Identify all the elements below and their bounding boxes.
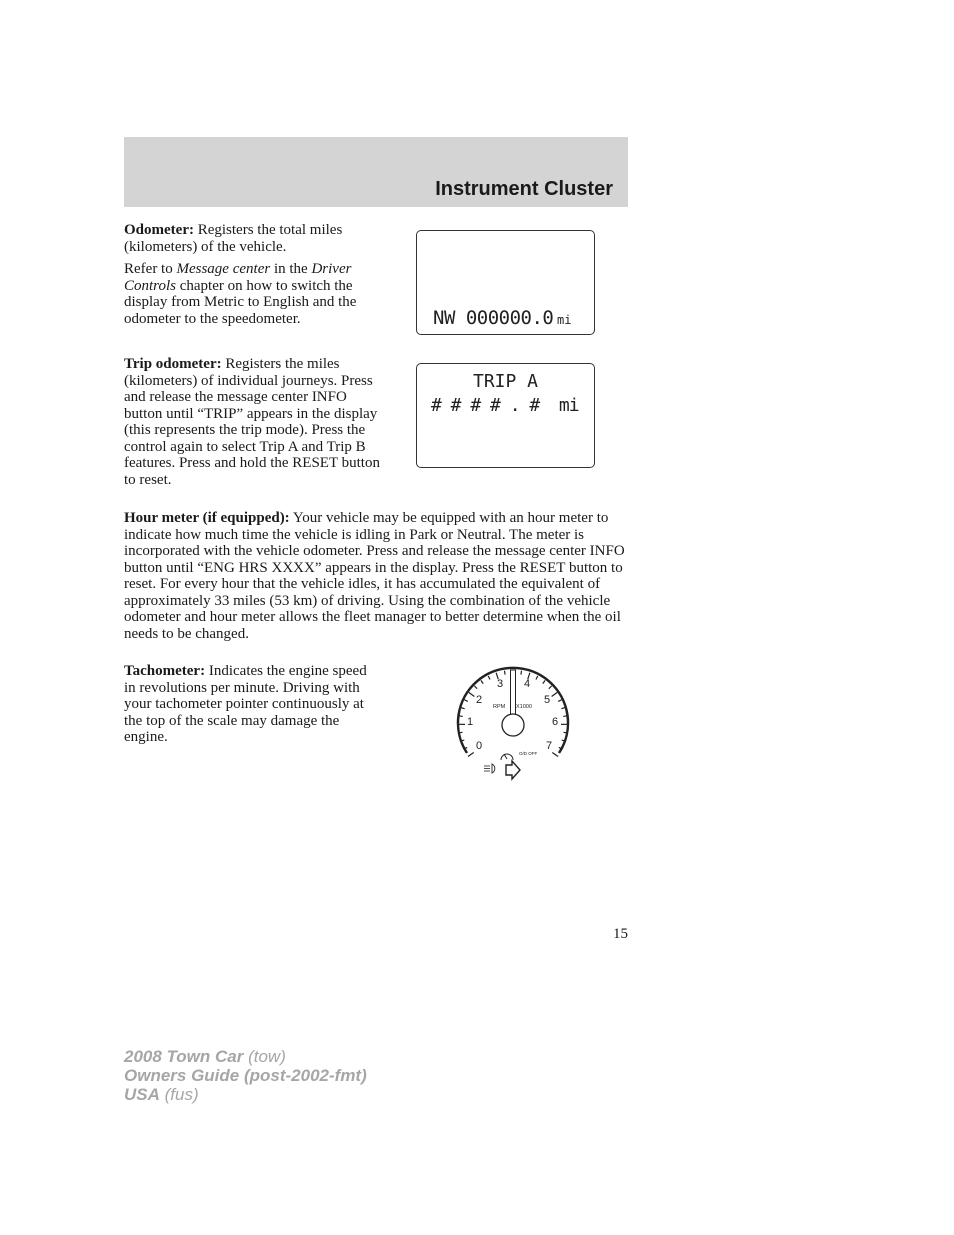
gauge-tick [464, 700, 468, 702]
odometer-display [416, 230, 595, 335]
driver-controls-ref: Driver Controls [124, 261, 352, 294]
trip-odometer-text: Registers the miles (kilometers) of individual journeys. Press and release the message center INFO button until “TRIP” appears in the display (this represents the trip mode). Press the control again to select Trip A and Trip B features. Press and hold the RESET button to reset. [124, 356, 380, 488]
footer-market: USA [124, 1085, 160, 1104]
footer-line-3 [124, 1085, 367, 1104]
gauge-number-6: 6 [552, 716, 559, 728]
odometer-text: Registers the total miles (kilometers) of the vehicle. [124, 222, 343, 255]
tachometer-paragraph [124, 663, 372, 746]
page-number: 15 [613, 926, 628, 942]
gauge-hub [502, 714, 524, 736]
gauge-number-7: 7 [546, 740, 553, 752]
document-footer [124, 1047, 367, 1104]
gauge-tick [469, 692, 475, 696]
trip-odometer-paragraph [124, 356, 386, 488]
gauge-number-0: 0 [476, 740, 483, 752]
tachometer-text: Indicates the engine speed in revolutions per minute. Driving with your tachometer pointer continuously at the top of the scale may damage the engine. [124, 663, 367, 745]
gauge-tick [563, 732, 567, 733]
refer-mid-text: in the [270, 261, 312, 277]
footer-line-2 [124, 1066, 367, 1085]
headlamp-icon [484, 764, 495, 773]
gauge-rpm-label: RPM [493, 704, 506, 710]
turn-signal-arrow-icon [506, 761, 520, 779]
odometer-paragraph [124, 222, 386, 255]
gauge-tick [481, 680, 483, 683]
tachometer-label: Tachometer: [124, 663, 206, 679]
gauge-tick [474, 686, 477, 689]
hour-meter-text: Your vehicle may be equipped with an hour meter to indicate how much time the vehicle is idling in Park or Neutral. The meter is incorporated with the vehicle odometer. Press and release the message center INFO button until “ENG HRS XXXX” appears in the display. Press the RESET button to reset. For every hour that the vehicle idles, it has accumulated the equivalent of approximately 33 miles (53 km) of driving. Using the combination of the vehicle odometer and hour meter allows the fleet manager to better determine when the oil needs to be changed. [124, 510, 625, 642]
refer-post-text: chapter on how to switch the display from Metric to English and the odometer to the speedometer. [124, 277, 357, 327]
gauge-tick [543, 680, 545, 683]
footer-model-code: (tow) [243, 1047, 286, 1066]
footer-model: 2008 Town Car [124, 1047, 244, 1066]
message-center-ref: Message center [176, 261, 271, 277]
gauge-tick [561, 707, 565, 708]
gauge-tick [461, 707, 465, 708]
gauge-number-1: 1 [467, 716, 474, 728]
trip-display-line1: TRIP A [473, 371, 539, 392]
footer-line-1 [124, 1047, 367, 1066]
odometer-label: Odometer: [124, 222, 194, 238]
gauge-number-3: 3 [497, 678, 504, 690]
refer-pre-text: Refer to [124, 261, 177, 277]
gauge-tick [488, 676, 490, 680]
gauge-number-2: 2 [476, 694, 483, 706]
section-title: Instrument Cluster [435, 178, 613, 200]
tachometer-gauge [440, 660, 590, 785]
gauge-tick [549, 686, 552, 689]
gauge-tick [552, 753, 558, 757]
od-off-indicator: O/D OFF [519, 751, 538, 756]
gauge-tick [521, 671, 522, 675]
gauge-tick [536, 676, 538, 680]
section-header-band [124, 137, 628, 207]
footer-guide: Owners Guide (post-2002-fmt) [124, 1066, 367, 1085]
odometer-display-unit: mi [557, 313, 572, 327]
gauge-tick [459, 732, 463, 733]
gauge-tick [563, 716, 567, 717]
gauge-tick [459, 716, 463, 717]
footer-market-code: (fus) [159, 1085, 199, 1104]
gauge-number-4: 4 [524, 678, 531, 690]
trip-display-line2: # # # # . # mi [431, 395, 579, 416]
gauge-tick [468, 753, 474, 757]
trip-display [416, 363, 595, 468]
gauge-tick [552, 692, 558, 696]
gauge-tick [558, 700, 562, 702]
trip-odometer-label: Trip odometer: [124, 356, 222, 372]
gauge-number-5: 5 [544, 694, 551, 706]
gauge-unit-label: X1000 [516, 704, 532, 710]
odometer-display-value: NW 000000.0 [433, 307, 554, 329]
hour-meter-paragraph [124, 510, 628, 642]
hour-meter-label: Hour meter (if equipped): [124, 510, 290, 526]
speed-control-icon [501, 754, 513, 760]
gauge-tick [504, 671, 505, 675]
odometer-refer-paragraph [124, 261, 386, 327]
